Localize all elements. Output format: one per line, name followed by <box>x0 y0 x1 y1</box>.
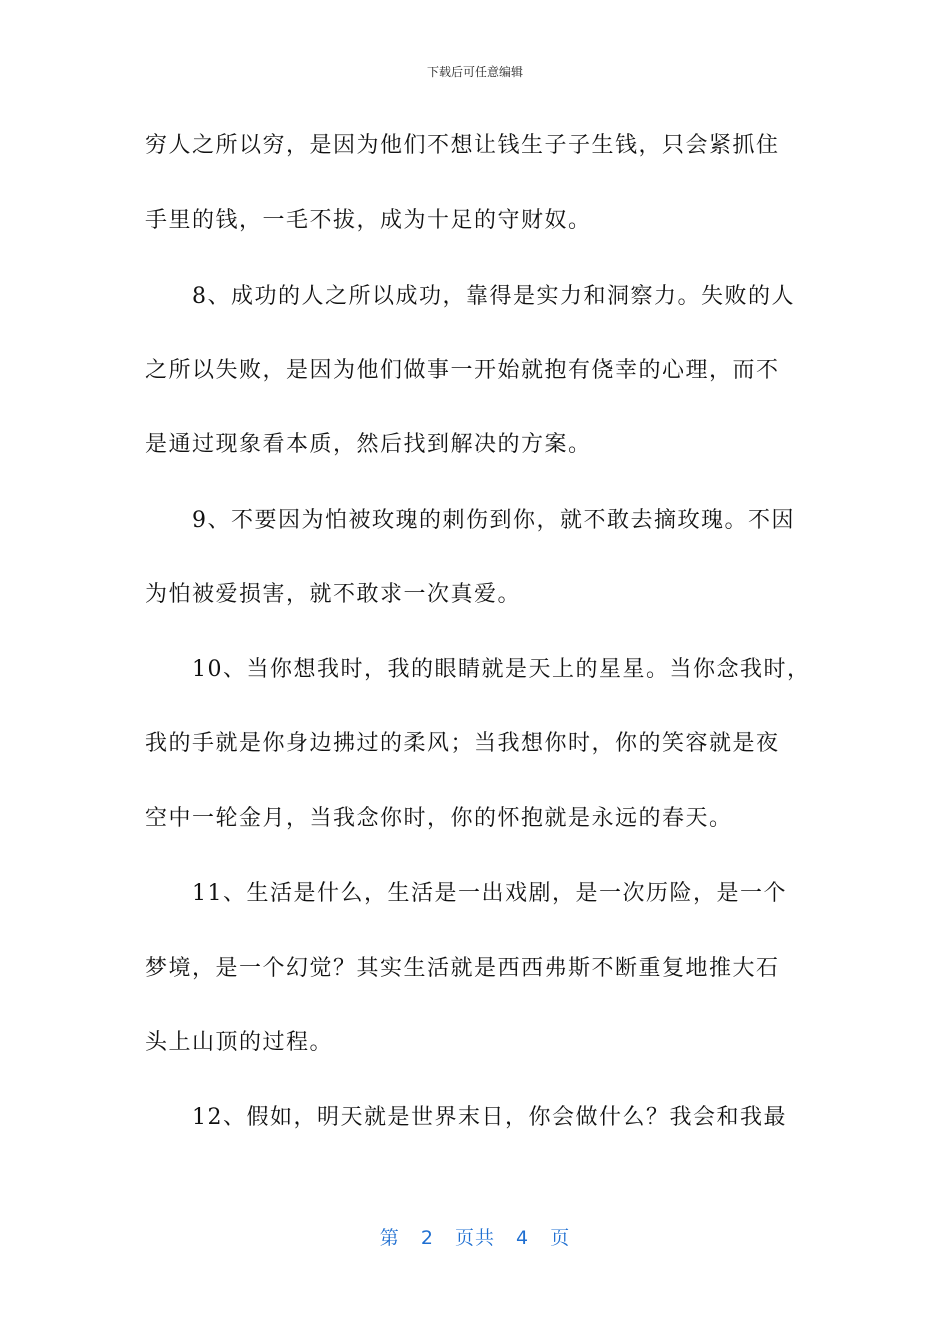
total-page-number: 4 <box>516 1227 530 1249</box>
body-line: 头上山顶的过程。 <box>145 1030 334 1055</box>
body-line: 我的手就是你身边拂过的柔风；当我想你时，你的笑容就是夜 <box>145 731 780 756</box>
paragraph-9-line: 9、不要因为怕被玫瑰的刺伤到你，就不敢去摘玫瑰。不因 <box>192 508 795 533</box>
body-line: 是通过现象看本质，然后找到解决的方案。 <box>145 432 592 457</box>
body-line: 空中一轮金月，当我念你时，你的怀抱就是永远的春天。 <box>145 806 733 831</box>
page-header: 下载后可任意编辑 <box>426 65 523 79</box>
body-line: 为怕被爱损害，就不敢求一次真爱。 <box>145 582 522 607</box>
paragraph-8-line: 8、成功的人之所以成功，靠得是实力和洞察力。失败的人 <box>192 284 795 309</box>
current-page-number: 2 <box>420 1227 434 1249</box>
body-line: 之所以失败，是因为他们做事一开始就抱有侥幸的心理，而不 <box>145 358 780 383</box>
paragraph-11-line: 11、生活是什么，生活是一出戏剧，是一次历险，是一个 <box>192 881 787 906</box>
footer-suffix: 页 <box>550 1227 571 1249</box>
body-line: 穷人之所以穷，是因为他们不想让钱生子子生钱，只会紧抓住 <box>145 133 780 158</box>
footer-middle: 页共 <box>454 1227 495 1249</box>
footer-prefix: 第 <box>379 1227 400 1249</box>
body-line: 梦境，是一个幻觉？其实生活就是西西弗斯不断重复地推大石 <box>145 956 780 981</box>
body-line: 手里的钱，一毛不拔，成为十足的守财奴。 <box>145 208 592 233</box>
page-footer <box>0 1225 950 1251</box>
paragraph-10-line: 10、当你想我时，我的眼睛就是天上的星星。当你念我时， <box>192 657 811 682</box>
paragraph-12-line: 12、假如，明天就是世界末日，你会做什么？我会和我最 <box>192 1105 787 1130</box>
